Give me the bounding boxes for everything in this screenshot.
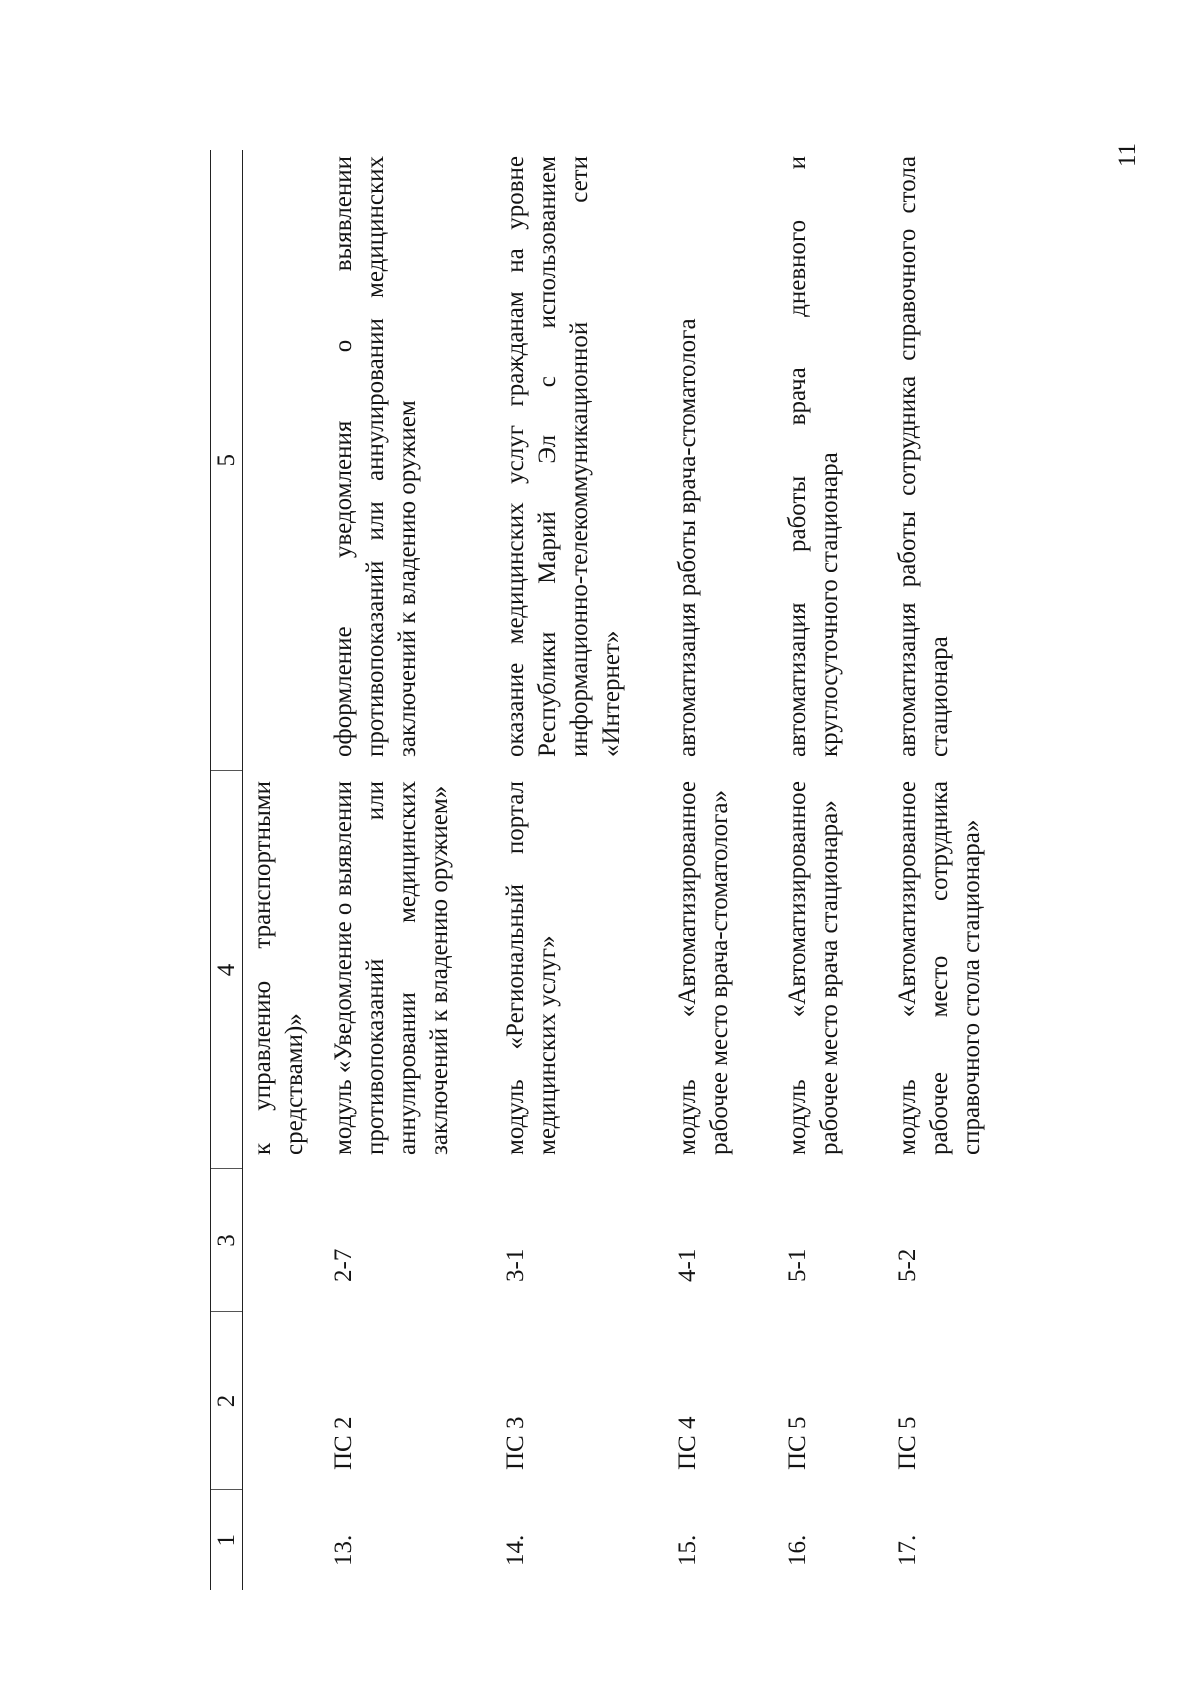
cell-module: к управлению транспортными средствами)» [249, 781, 308, 1155]
cell-system [243, 1312, 325, 1490]
cell-purpose [243, 150, 325, 771]
header-col-5: 5 [211, 150, 243, 771]
table-row [888, 150, 1025, 1590]
cell-number [243, 1490, 325, 1590]
cell-module: модуль «Автоматизированное рабочее место сотрудника справочного стола стационара» [894, 781, 985, 1155]
cell-code: 4-1 [674, 1248, 701, 1282]
cell-module: модуль «Уведомление о выявлении противопоказаний или аннулировании медицинских заключений к владению оружием» [330, 781, 453, 1155]
cell-number: 14. [502, 1534, 529, 1566]
cell-module: модуль «Региональный портал медицинских услуг» [502, 781, 561, 1155]
cell-system: ПС 2 [330, 1416, 357, 1470]
page-number: 11 [1114, 142, 1141, 168]
rotated-page-content [210, 150, 1200, 1590]
cell-code: 5-2 [894, 1248, 921, 1282]
cell-number: 15. [674, 1534, 701, 1566]
table-header-row [211, 150, 243, 1590]
modules-table [210, 150, 1025, 1590]
header-col-1: 1 [211, 1490, 243, 1590]
header-col-4: 4 [211, 771, 243, 1169]
cell-number: 17. [894, 1534, 921, 1566]
cell-system: ПС 4 [674, 1416, 701, 1470]
cell-code: 5-1 [784, 1248, 811, 1282]
cell-purpose: автоматизация работы врача дневного и круглосуточного стационара [784, 156, 843, 757]
table-row [324, 150, 496, 1590]
table-row [668, 150, 778, 1590]
header-col-3: 3 [211, 1169, 243, 1312]
cell-module: модуль «Автоматизированное рабочее место врача стационара» [784, 781, 843, 1155]
cell-system: ПС 5 [784, 1416, 811, 1470]
header-col-2: 2 [211, 1312, 243, 1490]
table-row [778, 150, 888, 1590]
cell-code [243, 1169, 325, 1312]
cell-purpose: автоматизация работы сотрудника справочного стола стационара [894, 156, 953, 757]
table-row [496, 150, 668, 1590]
cell-number: 16. [784, 1534, 811, 1566]
cell-number: 13. [330, 1534, 357, 1566]
cell-code: 2-7 [330, 1248, 357, 1282]
cell-system: ПС 3 [502, 1416, 529, 1470]
cell-code: 3-1 [502, 1248, 529, 1282]
cell-module: модуль «Автоматизированное рабочее место врача-стоматолога» [674, 781, 733, 1155]
cell-system: ПС 5 [894, 1416, 921, 1470]
cell-purpose: оформление уведомления о выявлении противопоказаний или аннулировании медицинских заключений к владению оружием [330, 156, 421, 757]
cell-purpose: оказание медицинских услуг гражданам на уровне Республики Марий Эл с использованием информационно-телекоммуникационной сети «Интернет» [502, 156, 625, 757]
cell-purpose: автоматизация работы врача-стоматолога [674, 318, 701, 757]
continuation-row [243, 150, 325, 1590]
